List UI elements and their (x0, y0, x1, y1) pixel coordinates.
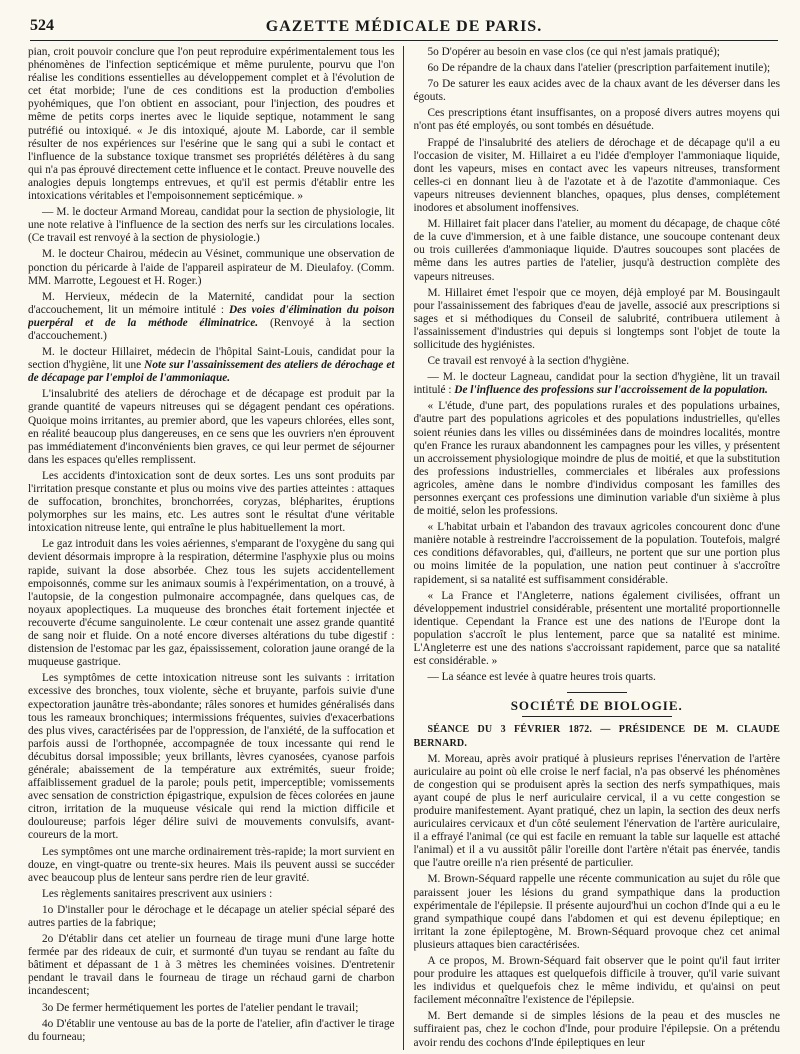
paragraph: 5o D'opérer au besoin en vase clos (ce qui n'est jamais pratiqué); (427, 46, 720, 58)
work-title: De l'influence des professions sur l'accroissement de la population. (454, 384, 768, 397)
paragraph: « L'étude, d'une part, des populations rurales et des populations urbaines, d'autre part des populations agricoles et des populations industrielles, qu'elles soient réunies dans les villes ou disséminées dans de moindres localités, montre qu'en France les ruraux abandonnent les campagnes pour les villes, y présentent un accroissement physiologique moindre de plus de moitié, et que la substitution des professions industrielles, commerciales et libérales aux professions agricoles, amène dans le nombre d'individus composant les familles des personnes exerçant ces professions une diminution variable d'un sixième à plus de moitié, selon les professions. (413, 400, 780, 518)
paragraph: pian, croit pouvoir conclure que l'on peut reproduire expérimentalement tous les phénomènes de l'infection septicémique et même purulente, pourvu que l'on réalise les conditions essentielles au développement complet et à l'évolution de cet état morbide; l'une de ces conditions est la production d'embolies pyohémiques, que l'on obtient en associant, pour l'injection, des poudres et même de petits corps inertes avec le liquide septique, notamment le sang putréfié ou intoxiqué. « Je dis intoxiqué, ajoute M. Laborde, car il semble résulter de nos expériences sur l'esérine que le sang qui a subi le contact et l'influence de la substance toxique transmet ses propriétés délétères à du sang qui n'a pas éprouvé directement cette influence et le contact. Preuve nouvelle des analogies depuis longtemps entrevues, et qu'il est permis d'établir entre les intoxications véritables et l'empoisonnement septicémique. » (28, 46, 395, 203)
paragraph: 2o D'établir dans cet atelier un fourneau de tirage muni d'une large hotte fermée par des rideaux de cuir, et surmonté d'un tuyau se rendant au faîte du bâtiment et dépassant de 1 à 3 mètres les cheminées voisines. D'entretenir pendant le travail dans le fourneau de tirage un réchaud garni de charbon incandescent; (28, 933, 395, 998)
paragraph: Ce travail est renvoyé à la section d'hygiène. (427, 355, 630, 368)
page-number: 524 (30, 17, 54, 34)
paragraph: « La France et l'Angleterre, nations également civilisées, offrant un développement industriel considérable, présentent une mortalité proportionnelle identique. Cependant la France est une des nations de l'Europe dont la population s'accroît le plus lentement, parce que sa natalité est minime. L'Angleterre est une des nations s'accroissant rapidement, parce que sa natalité est considérable. » (413, 589, 780, 668)
left-column (28, 46, 404, 1050)
page-header (30, 14, 778, 41)
paragraph: M. Bert demande si de simples lésions de la peau et des muscles ne suffiraient pas, chez le cochon d'Inde, pour produire l'épilepsie. On a prétendu avoir rendu des cochons d'Inde épileptiques en leur (413, 1010, 780, 1049)
text-run: M. le docteur Hillairet, médecin de l'hôpital Saint-Louis, candidat pour la section d'hygiène, lit une (28, 346, 395, 372)
paragraph: Les règlements sanitaires prescrivent aux usiniers : (42, 887, 273, 900)
section-title: SOCIÉTÉ DE BIOLOGIE. (510, 698, 683, 714)
paragraph (414, 371, 781, 397)
paragraph: Le gaz introduit dans les voies aériennes, s'emparant de l'oxygène du sang qui devient désormais impropre à la respiration, détermine l'asphyxie plus ou moins rapide, suivant la dose absorbée. Chez tous les sujets accidentellement empoisonnés, comme sur les animaux soumis à l'expérimentation, on a trouvé, à l'autopsie, de la congestion pulmonaire accompagnée, dans quelques cas, de noyaux apoplectiques. La muqueuse des bronches était fortement injectée et recouverte d'écume sanguinolente. Le cœur contenait une assez grande quantité de sang noir et fluide. On a noté encore diverses altérations du tube digestif : distension de l'estomac par les gaz, épaississement, coloration jaune orangé de la muqueuse gastrique. (28, 538, 395, 669)
paragraph: Les symptômes de cette intoxication nitreuse sont les suivants : irritation excessive des bronches, toux violente, sèche et bruyante, parfois suivie d'une expectoration jaunâtre très-abondante; râles sonores et humides généralisés dans tous les rameaux bronchiques; intermissions fréquentes, suivies d'exacerbations des plus vives, caractérisées par de l'oppression, de l'anxiété, de la suffocation et parfois aussi de l'orthopnée, accompagnée de toux incessante qui rend le décubitus dorsal impossible; yeux brillants, lèvres cyanosées, cyanose parfois générale; abaissement de la température aux extrémités, sueur froide; affaiblissement graduel de la parole; pouls petit, imperceptible; vomissements avec sensation de constriction épigastrique, expulsion de fèces colorées en jaune citron, irritation de la muqueuse vésicale qui rend la miction difficile et douloureuse; parfois léger délire suivi de mouvements convulsifs, avant-coureurs de la mort. (28, 672, 395, 842)
section-title-underline (522, 716, 672, 717)
paragraph: 6o De répandre de la chaux dans l'atelier (prescription parfaitement inutile); (427, 62, 771, 75)
paragraph: M. Hillairet émet l'espoir que ce moyen, déjà employé par M. Bousingault pour l'assainissement des fabriques d'eau de javelle, associé aux prescriptions si sages et si méthodiques du Conseil de salubrité, contribuera utilement à l'assainissement d'industries qui depuis si longtemps sont l'objet de toute la sollicitude des hygiénistes. (413, 286, 780, 351)
paragraph (28, 291, 395, 343)
section-divider (567, 692, 627, 693)
paragraph: « L'habitat urbain et l'abandon des travaux agricoles concourent donc d'une manière notable à restreindre l'accroissement de la population. Toutefois, malgré ces conditions défavorables, qui, d'ailleurs, ne portent que sur une portion plus ou moins limitée de la population, une nation peut continuer à s'accroître rapidement, si sa natalité est suffisamment considérable. (413, 521, 780, 586)
paragraph: 3o De fermer hermétiquement les portes de l'atelier pendant le travail; (42, 1001, 359, 1014)
paragraph: Ces prescriptions étant insuffisantes, on a proposé divers autres moyens qui n'ont pas été employés, ou sont tombés en désuétude. (413, 107, 780, 133)
paragraph: — La séance est levée à quatre heures trois quarts. (427, 671, 656, 684)
article-body (28, 46, 780, 1050)
paragraph: Les accidents d'intoxication sont de deux sortes. Les uns sont produits par l'irritation presque constante et plus ou moins vive des parties atteintes : attaques de suffocation, bronchites, bronchorrées, coryzas, blépharites, éruptions polymorphes sur les mains, etc. Les autres sont le résultat d'une véritable intoxication nitreuse lente, qui entraîne le plus habituellement la mort. (28, 469, 395, 535)
paragraph: — M. le docteur Armand Moreau, candidat pour la section de physiologie, lit une note relative à l'influence de la section des nerfs sur les circulations locales. (Ce travail est renvoyé à la section de physiologie.) (28, 206, 395, 245)
paragraph: M. Moreau, après avoir pratiqué à plusieurs reprises l'énervation de l'artère auriculaire au point où elle croise le nerf facial, n'a pas observé les phénomènes de congestion qui se produisent après la section des nerfs sympathiques, mais ayant coupé de plus le nerf auriculaire cervical, il a vu cette congestion se produire manifestement. Ayant pratiqué, chez un lapin, la section des deux nerfs auriculaires cervicaux et d'un côté seulement l'énervation de l'artère auriculaire, il a effrayé l'animal (ce qui est facile en remuant la table sur laquelle est attaché l'animal) et il a vu aussitôt pâlir l'oreille dont l'artère n'était pas énervée, tandis que l'autre oreille n'a rien présenté de particulier. (413, 752, 780, 870)
text-run: — M. le docteur Lagneau, candidat pour la section d'hygiène, lit un travail intitulé : (413, 371, 780, 397)
session-heading: SÉANCE DU 3 FÉVRIER 1872. — PRÉSIDENCE DE M. CLAUDE BERNARD. (413, 724, 780, 749)
note-title: Note sur l'assainissement des ateliers de dérochage et de décapage par l'emploi de l'ammoniaque. (28, 359, 395, 385)
text-run: (Renvoyé à la section d'accouchement.) (28, 316, 395, 342)
memoir-title: Des voies d'élimination du poison puerpéral et de la méthode éliminatrice. (28, 303, 395, 329)
right-column (414, 46, 781, 1050)
paragraph: M. Hillairet fait placer dans l'atelier, au moment du décapage, de chaque côté de la cuve d'immersion, et à une faible distance, une soucoupe contenant deux ou trois cuillerées d'ammoniaque liquide. D'autres soucoupes sont placées de même dans les autres parties de l'atelier, jusqu'à destruction complète des vapeurs nitreuses. (413, 218, 780, 283)
paragraph: M. Brown-Séquard rappelle une récente communication au sujet du rôle que paraissent jouer les lésions du grand sympathique dans la production expérimentale de l'épilepsie. Il présente aujourd'hui un cochon d'Inde qui a eu le grand sympathique coupé dans l'abdomen et qui est devenu épileptique; en irritant la zone épileptogène, M. Brown-Séquard provoque chez cet animal plusieurs attaques bien caractérisées. (413, 873, 780, 951)
paragraph: M. le docteur Chairou, médecin au Vésinet, communique une observation de ponction du péricarde à l'aide de l'appareil aspirateur de M. Dieulafoy. (Comm. MM. Marrotte, Legouest et H. Roger.) (28, 248, 395, 287)
paragraph: 1o D'installer pour le dérochage et le décapage un atelier spécial séparé des autres parties de la fabrique; (28, 903, 395, 929)
text-run: M. Hervieux, médecin de la Maternité, candidat pour la section d'accouchement, lit un mémoire intitulé : (28, 290, 395, 316)
paragraph (28, 346, 395, 385)
journal-title: GAZETTE MÉDICALE DE PARIS. (265, 18, 543, 35)
paragraph: 7o De saturer les eaux acides avec de la chaux avant de les déverser dans les égouts. (413, 78, 780, 104)
paragraph: Frappé de l'insalubrité des ateliers de dérochage et de décapage qu'il a eu l'occasion de visiter, M. Hillairet a eu l'idée d'employer l'ammoniaque liquide, dont les vapeurs, mises en contact avec les vapeurs nitreuses, transforment celles-ci en donnant lieu à de l'azotate et à de l'azotite d'ammoniaque. Ces vapeurs nitreuses deviennent blanches, opaques, plus denses, complétement inodores et absolument inoffensives. (413, 136, 780, 215)
paragraph: A ce propos, M. Brown-Séquard fait observer que le point qu'il faut irriter pour produire les attaques est quelquefois difficile à trouver, qu'il varie suivant les individus et quelquefois chez le même individu, et qu'ainsi on peut facilement méconnaître l'existence de l'épilepsie. (413, 955, 780, 1007)
paragraph: Les symptômes ont une marche ordinairement très-rapide; la mort survient en douze, en vingt-quatre ou trente-six heures. Mais ils peuvent aussi se succéder avec beaucoup plus de lenteur sans perdre rien de leur gravité. (28, 845, 395, 884)
paragraph: 4o D'établir une ventouse au bas de la porte de l'atelier, afin d'activer le tirage du fourneau; (28, 1017, 395, 1043)
paragraph: L'insalubrité des ateliers de dérochage et de décapage est produit par la grande quantité de vapeurs nitreuses qui se dégagent pendant ces opérations. Quoique moins irritantes, au premier abord, que les vapeurs chlorées, elles sont, en réalité beaucoup plus dangereuses, en ce sens que les ouvriers n'en éprouvent pas immédiatement d'inconvénients bien graves, ce qui leur permet de séjourner dans les espaces qu'elles remplissent. (28, 388, 395, 466)
